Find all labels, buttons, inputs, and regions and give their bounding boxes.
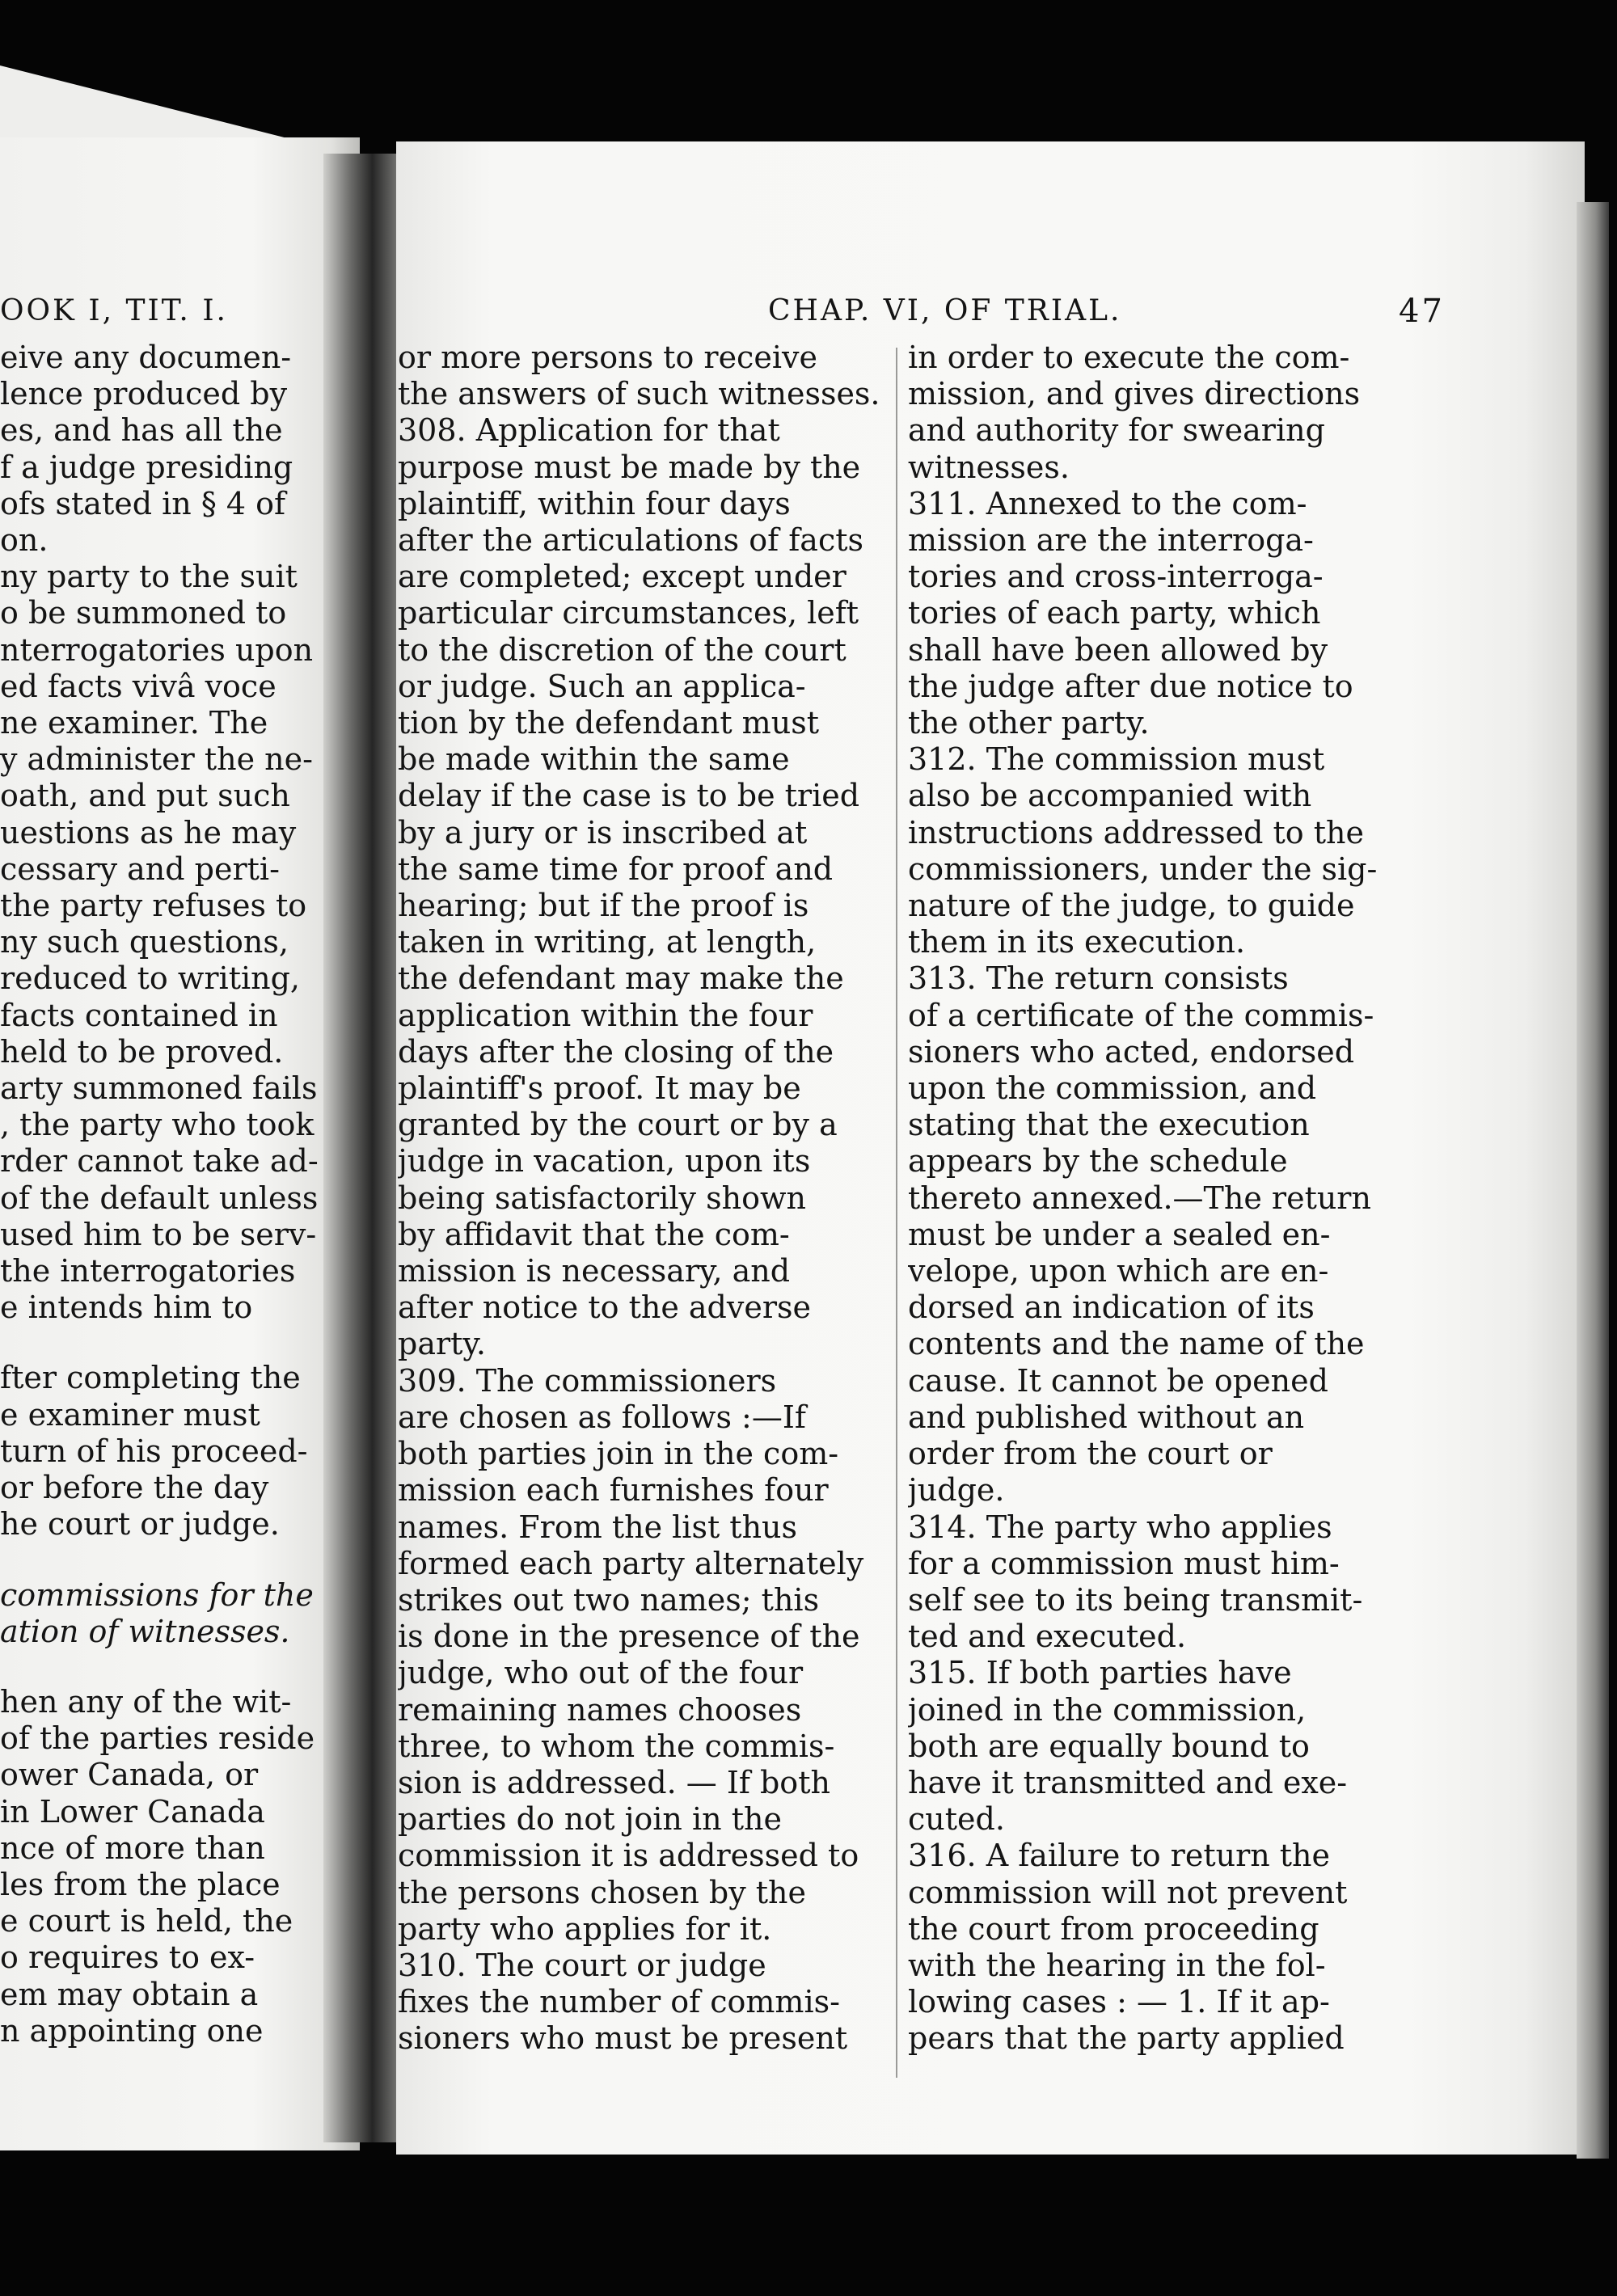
- text-line: being satisfactorily shown: [398, 1180, 806, 1216]
- text-line: commission will not prevent: [908, 1874, 1348, 1910]
- text-line: used him to be serv-: [0, 1216, 317, 1252]
- text-line: 313. The return consists: [908, 960, 1289, 997]
- text-line: nature of the judge, to guide: [908, 888, 1355, 924]
- text-line: after notice to the adverse: [398, 1289, 811, 1326]
- text-line: the court from proceeding: [908, 1910, 1319, 1947]
- text-line: are chosen as follows :—If: [398, 1399, 806, 1435]
- paragraph-gap: [0, 1650, 340, 1684]
- text-line: is done in the presence of the: [398, 1619, 860, 1655]
- text-line: commissioners, under the sig-: [908, 850, 1378, 887]
- text-line: sioners who acted, endorsed: [908, 1033, 1355, 1070]
- section-heading: commissions for the: [0, 1576, 314, 1613]
- text-line: turn of his proceed-: [0, 1433, 308, 1469]
- text-line: purpose must be made by the: [398, 449, 861, 485]
- text-line: and authority for swearing: [908, 412, 1325, 449]
- text-line: judge in vacation, upon its: [398, 1143, 811, 1180]
- text-line: of the default unless: [0, 1180, 319, 1216]
- text-line: of a certificate of the commis-: [908, 997, 1374, 1033]
- text-line: party.: [398, 1326, 486, 1362]
- text-line: 316. A failure to return the: [908, 1838, 1331, 1874]
- text-line: tion by the defendant must: [398, 705, 819, 741]
- text-line: arty summoned fails: [0, 1070, 318, 1107]
- text-line: 315. If both parties have: [908, 1655, 1292, 1691]
- text-line: 310. The court or judge: [398, 1947, 766, 1983]
- text-line: plaintiff, within four days: [398, 485, 791, 521]
- text-line: tories and cross-interroga-: [908, 559, 1324, 595]
- text-line: 314. The party who applies: [908, 1509, 1332, 1545]
- text-line: judge.: [908, 1472, 1005, 1509]
- text-line: by a jury or is inscribed at: [398, 814, 808, 850]
- text-line: by affidavit that the com-: [398, 1216, 790, 1252]
- text-line: sion is addressed. — If both: [398, 1764, 830, 1800]
- text-line: them in its execution.: [908, 924, 1246, 960]
- text-line: the judge after due notice to: [908, 668, 1353, 704]
- text-line: appears by the schedule: [908, 1143, 1288, 1180]
- text-line: 309. The commissioners: [398, 1362, 777, 1399]
- text-line: hen any of the wit-: [0, 1683, 292, 1720]
- text-line: also be accompanied with: [908, 778, 1312, 814]
- text-line: parties do not join in the: [398, 1801, 782, 1838]
- text-line: uestions as he may: [0, 814, 297, 850]
- text-line: ower Canada, or: [0, 1757, 259, 1793]
- text-line: granted by the court or by a: [398, 1107, 838, 1143]
- text-line: mission are the interroga-: [908, 522, 1314, 559]
- text-line: eive any documen-: [0, 340, 292, 375]
- text-line: application within the four: [398, 997, 813, 1033]
- text-line: the answers of such witnesses.: [398, 376, 880, 412]
- text-line: or more persons to receive: [398, 340, 817, 375]
- text-line: 308. Application for that: [398, 412, 780, 449]
- text-line: mission, and gives directions: [908, 376, 1361, 412]
- text-line: judge, who out of the four: [398, 1655, 804, 1691]
- text-line: taken in writing, at length,: [398, 924, 817, 960]
- text-line: in order to execute the com-: [908, 340, 1350, 375]
- text-line: the party refuses to: [0, 888, 307, 924]
- right-running-head: CHAP. VI, OF TRIAL.: [768, 294, 1122, 327]
- text-line: o requires to ex-: [0, 1939, 255, 1976]
- text-line: of the parties reside: [0, 1720, 315, 1757]
- text-line: thereto annexed.—The return: [908, 1180, 1371, 1216]
- text-line: with the hearing in the fol-: [908, 1947, 1326, 1983]
- text-line: or before the day: [0, 1470, 269, 1506]
- text-line: the persons chosen by the: [398, 1874, 807, 1910]
- text-line: the same time for proof and: [398, 850, 834, 887]
- text-line: strikes out two names; this: [398, 1581, 820, 1618]
- text-line: nce of more than: [0, 1830, 265, 1866]
- text-line: the defendant may make the: [398, 960, 844, 997]
- text-line: to the discretion of the court: [398, 631, 846, 668]
- text-line: pears that the party applied: [908, 2020, 1345, 2057]
- text-line: contents and the name of the: [908, 1326, 1365, 1362]
- text-line: plaintiff's proof. It may be: [398, 1070, 801, 1107]
- text-line: 312. The commission must: [908, 741, 1325, 778]
- text-line: and published without an: [908, 1399, 1305, 1435]
- text-line: ofs stated in § 4 of: [0, 485, 286, 521]
- text-line: e examiner must: [0, 1396, 260, 1433]
- text-line: cessary and perti-: [0, 850, 280, 887]
- text-line: or judge. Such an applica-: [398, 668, 806, 704]
- right-column: [908, 340, 1425, 2058]
- text-line: must be under a sealed en-: [908, 1216, 1331, 1252]
- text-line: formed each party alternately: [398, 1545, 864, 1581]
- text-line: o be summoned to: [0, 595, 287, 631]
- text-line: instructions addressed to the: [908, 814, 1364, 850]
- text-line: the other party.: [908, 705, 1150, 741]
- text-line: names. From the list thus: [398, 1509, 798, 1545]
- text-line: ny party to the suit: [0, 559, 298, 595]
- text-line: y administer the ne-: [0, 741, 313, 778]
- text-line: nterrogatories upon: [0, 631, 314, 668]
- text-line: shall have been allowed by: [908, 631, 1328, 668]
- text-line: ted and executed.: [908, 1619, 1187, 1655]
- text-line: party who applies for it.: [398, 1910, 772, 1947]
- text-line: ne examiner. The: [0, 705, 268, 741]
- text-line: are completed; except under: [398, 559, 846, 595]
- text-line: he court or judge.: [0, 1506, 280, 1543]
- text-line: witnesses.: [908, 449, 1070, 485]
- text-line: both are equally bound to: [908, 1728, 1310, 1764]
- page-number: 47: [1399, 293, 1445, 330]
- column-rule: [896, 348, 897, 2078]
- text-line: les from the place: [0, 1866, 281, 1902]
- text-line: reduced to writing,: [0, 960, 301, 997]
- text-line: e court is held, the: [0, 1903, 293, 1939]
- text-line: lence produced by: [0, 376, 288, 412]
- text-line: 311. Annexed to the com-: [908, 485, 1307, 521]
- text-line: remaining names chooses: [398, 1691, 802, 1728]
- text-line: days after the closing of the: [398, 1033, 834, 1070]
- text-line: e intends him to: [0, 1289, 253, 1326]
- text-line: joined in the commission,: [908, 1691, 1307, 1728]
- text-line: commission it is addressed to: [398, 1838, 859, 1874]
- text-line: be made within the same: [398, 741, 790, 778]
- text-line: velope, upon which are en-: [908, 1253, 1329, 1289]
- text-line: the interrogatories: [0, 1253, 296, 1289]
- text-line: lowing cases : — 1. If it ap-: [908, 1984, 1330, 2020]
- text-line: after the articulations of facts: [398, 522, 863, 559]
- section-heading: ation of witnesses.: [0, 1613, 290, 1649]
- text-line: on.: [0, 522, 49, 559]
- text-line: upon the commission, and: [908, 1070, 1317, 1107]
- text-line: hearing; but if the proof is: [398, 888, 809, 924]
- text-line: facts contained in: [0, 997, 278, 1033]
- page-edge: [1577, 202, 1609, 2159]
- text-line: order from the court or: [908, 1436, 1273, 1472]
- text-line: es, and has all the: [0, 412, 283, 449]
- text-line: , the party who took: [0, 1107, 315, 1143]
- text-line: cuted.: [908, 1801, 1005, 1838]
- text-line: fter completing the: [0, 1360, 301, 1396]
- text-line: stating that the execution: [908, 1107, 1310, 1143]
- text-line: em may obtain a: [0, 1976, 259, 2012]
- text-line: fixes the number of commis-: [398, 1984, 840, 2020]
- left-page-text: [0, 340, 340, 2049]
- text-line: mission each furnishes four: [398, 1472, 829, 1509]
- middle-column: [398, 340, 888, 2058]
- text-line: ny such questions,: [0, 924, 289, 960]
- text-line: n appointing one: [0, 2012, 264, 2049]
- left-running-head: OOK I, TIT. I.: [0, 294, 228, 327]
- text-line: ed facts vivâ voce: [0, 668, 277, 704]
- text-line: sioners who must be present: [398, 2020, 848, 2057]
- text-line: held to be proved.: [0, 1033, 284, 1070]
- text-line: f a judge presiding: [0, 449, 293, 485]
- text-line: mission is necessary, and: [398, 1253, 791, 1289]
- paragraph-gap: [0, 1326, 340, 1360]
- text-line: in Lower Canada: [0, 1793, 265, 1830]
- paragraph-gap: [0, 1543, 340, 1577]
- text-line: both parties join in the com-: [398, 1436, 839, 1472]
- text-line: self see to its being transmit-: [908, 1581, 1363, 1618]
- text-line: dorsed an indication of its: [908, 1289, 1315, 1326]
- text-line: delay if the case is to be tried: [398, 778, 860, 814]
- text-line: three, to whom the commis-: [398, 1728, 835, 1764]
- text-line: rder cannot take ad-: [0, 1143, 319, 1180]
- text-line: cause. It cannot be opened: [908, 1362, 1328, 1399]
- text-line: have it transmitted and exe-: [908, 1764, 1348, 1800]
- text-line: for a commission must him-: [908, 1545, 1340, 1581]
- text-line: particular circumstances, left: [398, 595, 859, 631]
- text-line: tories of each party, which: [908, 595, 1321, 631]
- text-line: oath, and put such: [0, 778, 290, 814]
